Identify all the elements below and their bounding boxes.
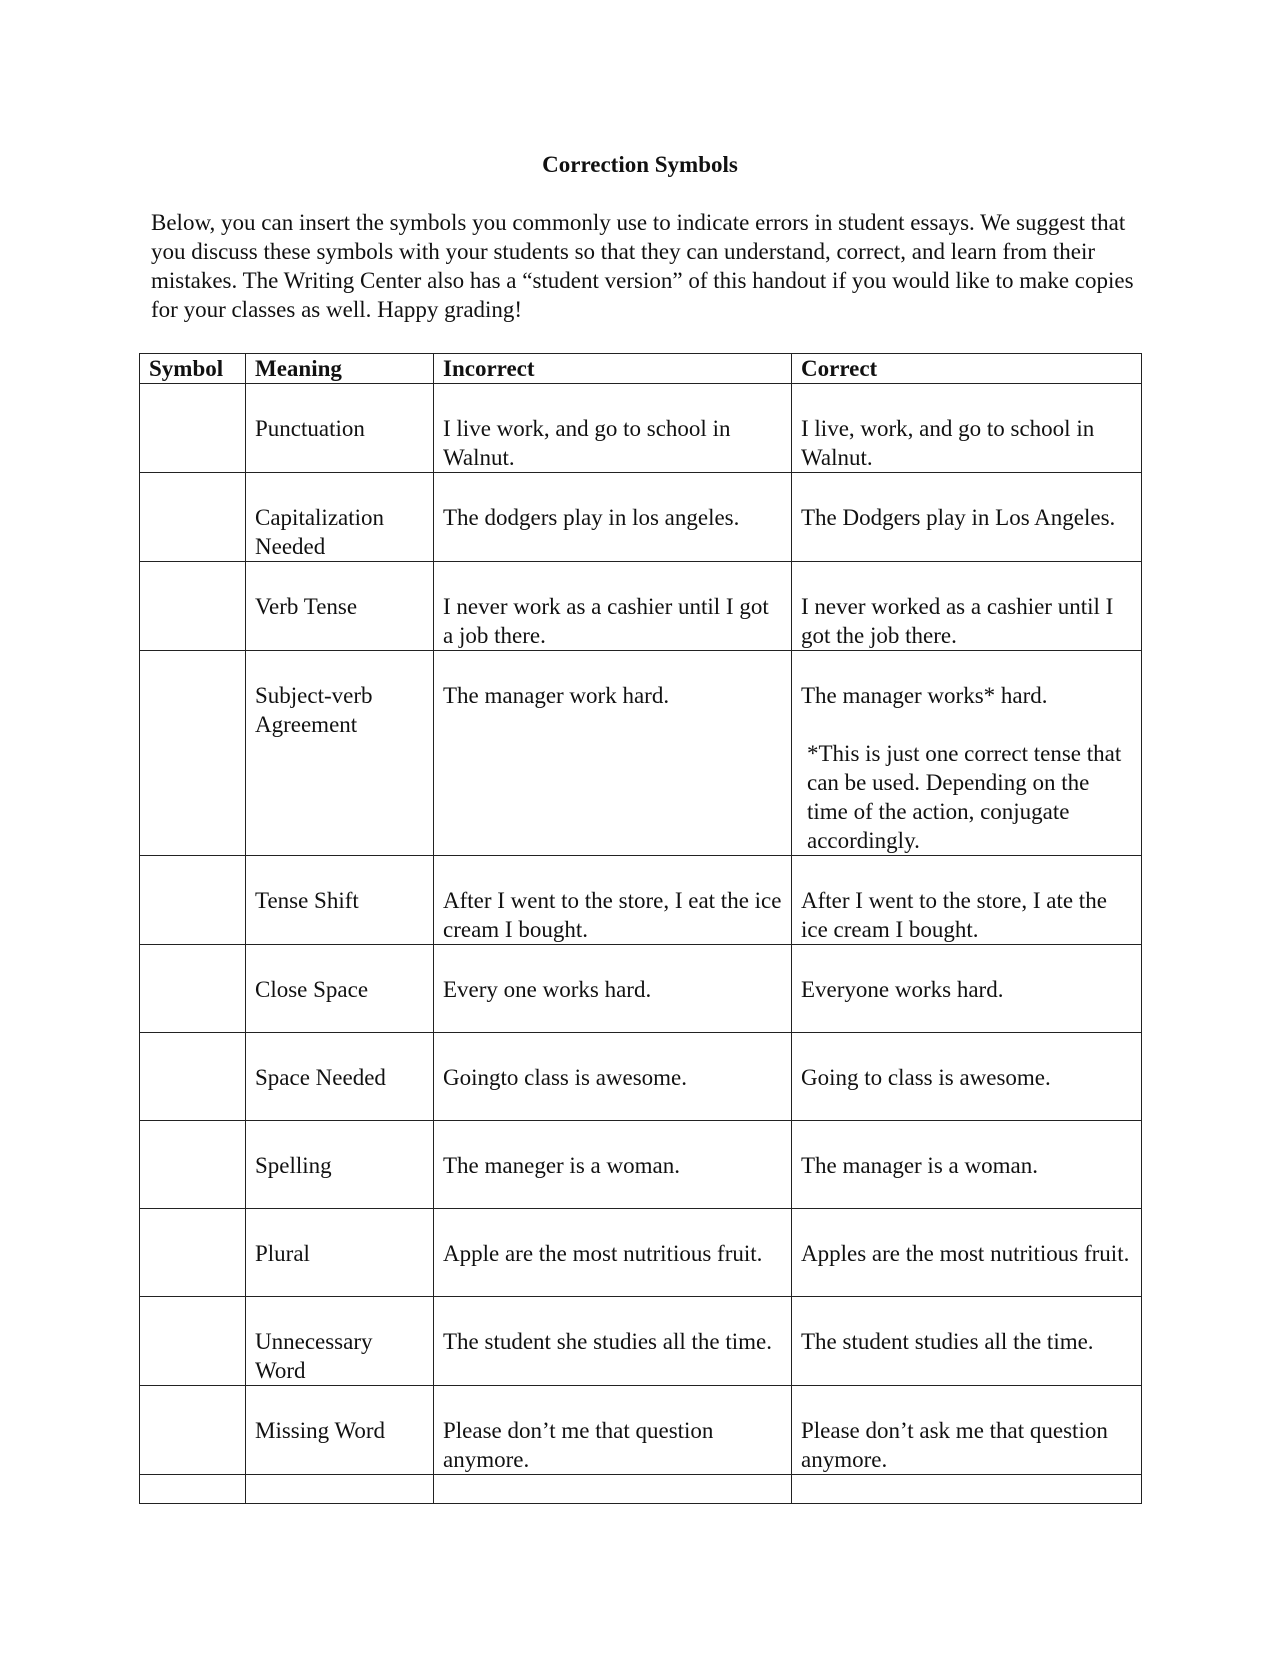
symbol-cell xyxy=(140,856,246,945)
table-row xyxy=(140,1386,1142,1475)
meaning-cell: Spelling xyxy=(246,1121,434,1209)
symbol-cell xyxy=(140,651,246,856)
meaning-cell: Subject-verb Agreement xyxy=(246,651,434,856)
table-row xyxy=(140,1121,1142,1209)
incorrect-cell: Goingto class is awesome. xyxy=(434,1033,792,1121)
incorrect-cell: I never work as a cashier until I got a job there. xyxy=(434,562,792,651)
meaning-cell: Plural xyxy=(246,1209,434,1297)
correction-symbols-table xyxy=(139,353,1142,1504)
header-meaning: Meaning xyxy=(246,354,434,384)
meaning-cell: Capitalization Needed xyxy=(246,473,434,562)
meaning-cell: Punctuation xyxy=(246,384,434,473)
table-row xyxy=(140,856,1142,945)
incorrect-cell: After I went to the store, I eat the ice cream I bought. xyxy=(434,856,792,945)
meaning-cell: Missing Word xyxy=(246,1386,434,1475)
table-row xyxy=(140,562,1142,651)
incorrect-cell: The maneger is a woman. xyxy=(434,1121,792,1209)
header-incorrect: Incorrect xyxy=(434,354,792,384)
incorrect-cell: The student she studies all the time. xyxy=(434,1297,792,1386)
empty-cell xyxy=(140,1475,246,1504)
table-header-row xyxy=(140,354,1142,384)
table-row xyxy=(140,1033,1142,1121)
header-correct: Correct xyxy=(792,354,1142,384)
table-row xyxy=(140,651,1142,856)
symbol-cell xyxy=(140,1121,246,1209)
empty-cell xyxy=(246,1475,434,1504)
table-row xyxy=(140,384,1142,473)
incorrect-cell: Apple are the most nutritious fruit. xyxy=(434,1209,792,1297)
correct-cell: The Dodgers play in Los Angeles. xyxy=(792,473,1142,562)
table-row xyxy=(140,1209,1142,1297)
table-row xyxy=(140,473,1142,562)
correct-cell: Please don’t ask me that question anymore. xyxy=(792,1386,1142,1475)
correct-cell: Going to class is awesome. xyxy=(792,1033,1142,1121)
empty-cell xyxy=(434,1475,792,1504)
empty-cell xyxy=(792,1475,1142,1504)
meaning-cell: Space Needed xyxy=(246,1033,434,1121)
page-title: Correction Symbols xyxy=(542,152,738,177)
symbol-cell xyxy=(140,384,246,473)
correct-cell: The manager is a woman. xyxy=(792,1121,1142,1209)
symbol-cell xyxy=(140,1386,246,1475)
correct-note: *This is just one correct tense that can be used. Depending on the time of the action, conjugate accordingly. xyxy=(807,741,1122,853)
symbol-cell xyxy=(140,1297,246,1386)
incorrect-cell: Please don’t me that question anymore. xyxy=(434,1386,792,1475)
correct-text: The manager works* hard. xyxy=(801,683,1048,708)
symbol-cell xyxy=(140,1033,246,1121)
meaning-cell: Close Space xyxy=(246,945,434,1033)
incorrect-cell: Every one works hard. xyxy=(434,945,792,1033)
table-row xyxy=(140,1297,1142,1386)
incorrect-cell: I live work, and go to school in Walnut. xyxy=(434,384,792,473)
symbol-cell xyxy=(140,473,246,562)
empty-table-row xyxy=(140,1475,1142,1504)
correct-cell: I never worked as a cashier until I got the job there. xyxy=(792,562,1142,651)
correct-cell: I live, work, and go to school in Walnut. xyxy=(792,384,1142,473)
meaning-cell: Tense Shift xyxy=(246,856,434,945)
correct-cell: The student studies all the time. xyxy=(792,1297,1142,1386)
table-row xyxy=(140,945,1142,1033)
correct-cell: Apples are the most nutritious fruit. xyxy=(792,1209,1142,1297)
correct-cell: After I went to the store, I ate the ice cream I bought. xyxy=(792,856,1142,945)
symbol-cell xyxy=(140,562,246,651)
correct-cell xyxy=(792,651,1142,856)
meaning-cell: Verb Tense xyxy=(246,562,434,651)
intro-paragraph: Below, you can insert the symbols you commonly use to indicate errors in student essays. We suggest that you discuss these symbols with your students so that they can understand, correct, and learn from their mistakes. The Writing Center also has a “student version” of this handout if you would like to make copies for your classes as well. Happy grading! xyxy=(151,210,1134,322)
symbol-cell xyxy=(140,1209,246,1297)
incorrect-cell: The dodgers play in los angeles. xyxy=(434,473,792,562)
correct-cell: Everyone works hard. xyxy=(792,945,1142,1033)
meaning-cell: Unnecessary Word xyxy=(246,1297,434,1386)
header-symbol: Symbol xyxy=(140,354,246,384)
incorrect-cell: The manager work hard. xyxy=(434,651,792,856)
symbol-cell xyxy=(140,945,246,1033)
